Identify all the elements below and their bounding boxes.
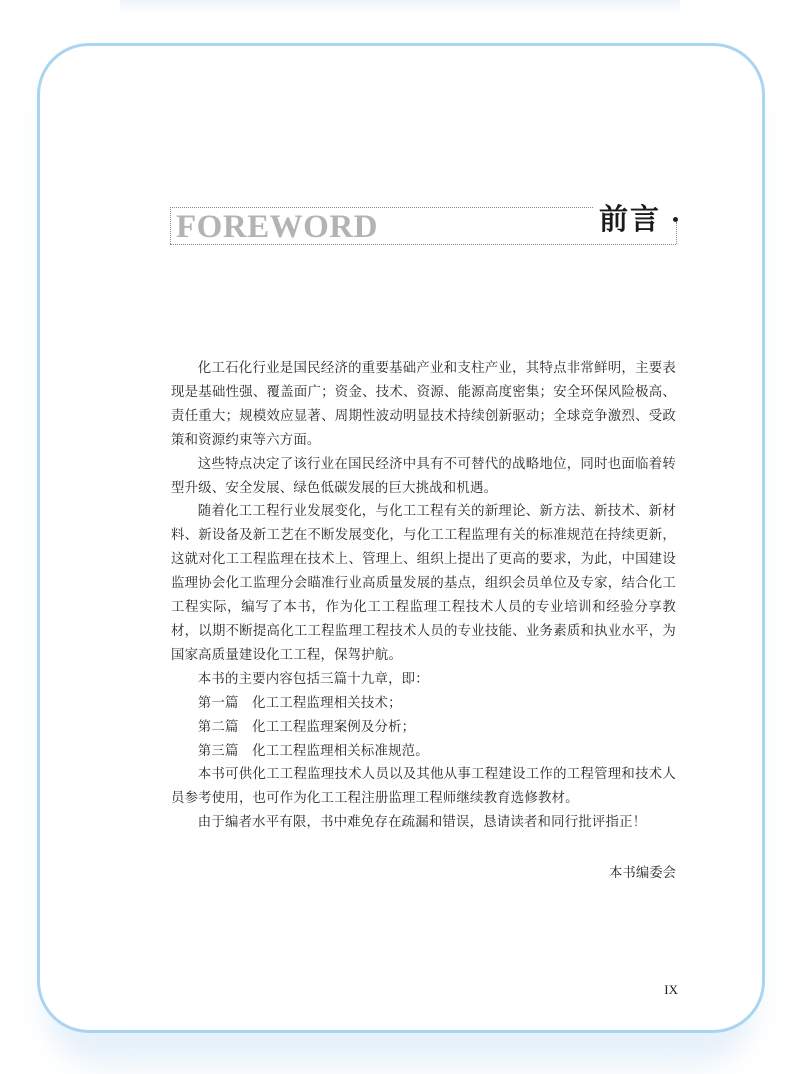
signature: 本书编委会 <box>609 866 676 881</box>
top-glow <box>120 0 680 14</box>
page-number: IX <box>664 982 678 997</box>
part-3-item: 第三篇 化工工程监理相关标准规范。 <box>197 743 429 759</box>
header-dotted-right <box>676 222 677 244</box>
paragraph-1: 化工石化行业是国民经济的重要基础产业和支柱产业，其特点非常鲜明，主要表现是基础性强、覆盖面广；资金、技术、资源、能源高度密集；安全环保风险极高、责任重大；规模效应显著、周期性波动明显技术持续创新驱动；全球竞争激烈、受政策和资源约束等六方面。 <box>171 361 676 448</box>
title-english: FOREWORD <box>176 209 378 245</box>
paragraph-3: 随着化工工程行业发展变化，与化工工程有关的新理论、新方法、新技术、新材料、新设备及新工艺在不断发展变化，与化工工程监理有关的标准规范在持续更新，这就对化工工程监理在技术上、管理上、组织上提出了更高的要求，为此，中国建设监理协会化工监理分会瞄准行业高质量发展的基点，组织会员单位及专家，结合化工工程实际，编写了本书，作为化工工程监理工程技术人员的专业培训和经验分享教材，以期不断提高化工工程监理工程技术人员的专业技能、业务素质和执业水平，为国家高质量建设化工工程，保驾护航。 <box>171 504 676 663</box>
header-dot-icon <box>673 217 678 222</box>
paragraph-4: 本书的主要内容包括三篇十九章，即： <box>197 671 429 687</box>
foreword-body <box>171 357 676 835</box>
foreword-header <box>170 202 676 245</box>
paragraph-usage: 本书可供化工工程监理技术人员以及其他从事工程建设工作的工程管理和技术人员参考使用，也可作为化工工程注册监理工程师继续教育选修教材。 <box>171 767 676 807</box>
paragraph-2: 这些特点决定了该行业在国民经济中具有不可替代的战略地位，同时也面临着转型升级、安全发展、绿色低碳发展的巨大挑战和机遇。 <box>171 456 676 496</box>
title-chinese: 前言 <box>599 202 662 236</box>
header-dotted-top <box>170 207 593 208</box>
part-1-item: 第一篇 化工工程监理相关技术； <box>197 695 402 711</box>
part-2-item: 第二篇 化工工程监理案例及分析； <box>197 719 416 735</box>
header-dotted-left <box>170 207 171 244</box>
paragraph-closing: 由于编者水平有限，书中难免存在疏漏和错误，恳请读者和同行批评指正！ <box>197 815 647 831</box>
